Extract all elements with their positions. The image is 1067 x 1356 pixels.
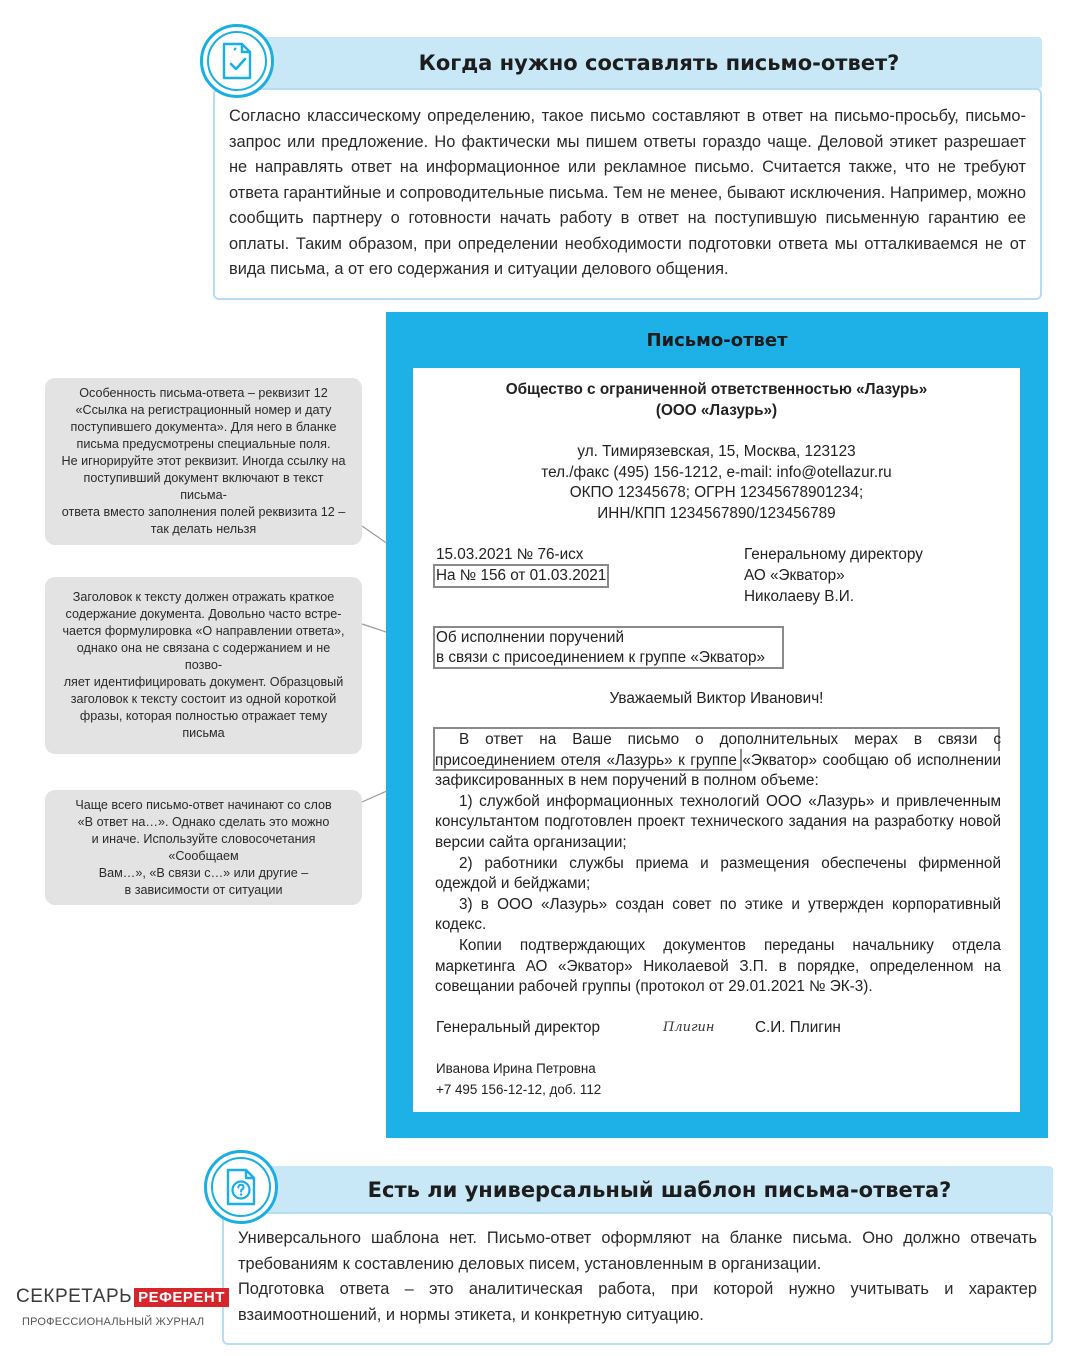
bottom-section-text bbox=[222, 1212, 1053, 1345]
note-line: «В ответ на…». Однако сделать это можно bbox=[77, 814, 330, 829]
signer-name: С.И. Плигин bbox=[755, 1019, 841, 1036]
note-line: поступивший документ включают в текст письма- bbox=[83, 471, 324, 502]
addressee-company: АО «Экватор» bbox=[744, 567, 845, 584]
bottom-paragraph-1: Универсального шаблона нет. Письмо-ответ оформляют на бланке письма. Оно должно отвечать требованиям к составлению деловых писем, установленным в организации. bbox=[238, 1229, 1037, 1273]
note-line: ляет идентифицировать документ. Образцовый bbox=[63, 675, 344, 689]
letter-body bbox=[435, 730, 1001, 998]
logo-part-2: РЕФЕРЕНТ bbox=[134, 1288, 229, 1307]
note-line: Чаще всего письмо-ответ начинают со слов bbox=[75, 797, 332, 812]
body-paragraph-2: 1) службой информационных технологий ООО «Лазурь» и привлеченным консультантом подготовлен проект технического задания на разработку новой версии сайта организации; bbox=[435, 792, 1001, 851]
logo-part-1: СЕКРЕТАРЬ bbox=[16, 1286, 133, 1307]
org-contacts: тел./факс (495) 156-1212, e-mail: info@otellazur.ru bbox=[541, 464, 892, 481]
body-paragraph-4: 3) в ООО «Лазурь» создан совет по этике и утвержден корпоративный кодекс. bbox=[435, 895, 1001, 934]
top-section-title: Когда нужно составлять письмо-ответ? bbox=[236, 37, 1042, 89]
note-line: однако она не связана с содержанием и не позво- bbox=[76, 641, 331, 672]
bottom-paragraph-2: Подготовка ответа – это аналитическая работа, при которой нужно учитывать и характер взаимоотношений, и нормы этикета, и конкретную ситуацию. bbox=[238, 1280, 1037, 1324]
note-line: письма предусмотрены специальные поля. bbox=[76, 437, 331, 451]
document-check-icon bbox=[200, 24, 274, 98]
note-line: заголовок к тексту состоит из одной короткой bbox=[70, 692, 337, 706]
note-line: в зависимости от ситуации bbox=[124, 882, 283, 897]
magazine-logo bbox=[16, 1286, 225, 1328]
org-address: ул. Тимирязевская, 15, Москва, 123123 bbox=[577, 443, 856, 460]
top-section-text: Согласно классическому определению, такое письмо составляют в ответ на письмо-просьбу, письмо-запрос или предложение. Но фактически мы пишем ответы гораздо чаще. Деловой этикет разрешает не направлять ответ на информационное или рекламное письмо. Считается также, что не требуют ответа гарантийные и сопроводительные письма. Тем не менее, бывают исключения. Например, можно сообщить партнеру о готовности начать работу в ответ на поступившую письменную гарантию ее оплаты. Таким образом, при определении необходимости подготовки ответа мы отталкиваемся не от вида письма, а от его содержания и ситуации делового общения. bbox=[213, 88, 1042, 300]
note-line: Не игнорируйте этот реквизит. Иногда ссылку на bbox=[61, 454, 346, 468]
letter-frame bbox=[386, 312, 1048, 1138]
bottom-section-title: Есть ли универсальный шаблон письма-ответа? bbox=[236, 1166, 1053, 1214]
greeting: Уважаемый Виктор Иванович! bbox=[609, 690, 824, 707]
body-paragraph-5: Копии подтверждающих документов переданы начальнику отдела маркетинга АО «Экватор» Николаевой З.П. в порядке, определенном на совещании рабочей группы (протокол от 29.01.2021 № ЭК-3). bbox=[435, 936, 1001, 996]
note-line: Вам…», «В связи с…» или другие – bbox=[98, 865, 309, 880]
org-okpo: ОКПО 12345678; ОГРН 12345678901234; bbox=[569, 484, 864, 501]
note-line: фразы, которая полностью отражает тему письма bbox=[79, 709, 328, 740]
body-paragraph-1 bbox=[435, 730, 1001, 792]
document-question-icon bbox=[204, 1150, 278, 1224]
org-name: Общество с ограниченной ответственностью «Лазурь» bbox=[505, 381, 928, 398]
opening-phrase: В ответ на Ваше письмо о дополнительных мерах в связи с присоединением отеля «Лазурь» к группе «Экватор» bbox=[435, 731, 1001, 769]
signer-position: Генеральный директор bbox=[436, 1019, 601, 1036]
note-reference bbox=[45, 378, 362, 545]
subject-line-2: в связи с присоединением к группе «Экватор» bbox=[436, 649, 766, 666]
note-line: содержание документа. Довольно часто встре- bbox=[65, 607, 342, 621]
note-line: поступившего документа». Для него в бланке bbox=[70, 420, 337, 434]
note-opening bbox=[45, 790, 362, 905]
note-line: чается формулировка «О направлении ответа», bbox=[62, 624, 345, 638]
note-line: ответа вместо заполнения полей реквизита 12 – bbox=[61, 505, 346, 519]
note-line: и иначе. Используйте словосочетания «Сообщаем bbox=[91, 831, 316, 863]
org-inn: ИНН/КПП 1234567890/123456789 bbox=[597, 505, 836, 522]
letter-date-number: 15.03.2021 № 76-исх bbox=[436, 546, 584, 563]
letter-paper bbox=[413, 368, 1020, 1112]
letter-reference: На № 156 от 01.03.2021 bbox=[436, 567, 607, 584]
note-line: так делать нельзя bbox=[150, 522, 257, 536]
note-subject bbox=[45, 577, 362, 754]
executor-phone: +7 495 156-12-12, доб. 112 bbox=[436, 1082, 602, 1097]
executor-name: Иванова Ирина Петровна bbox=[436, 1061, 596, 1076]
body-paragraph-3: 2) работники службы приема и размещения обеспечены фирменной одеждой и бейджами; bbox=[435, 854, 1001, 893]
subject-line-1: Об исполнении поручений bbox=[436, 629, 625, 646]
logo-subtitle: ПРОФЕССИОНАЛЬНЫЙ ЖУРНАЛ bbox=[22, 1316, 205, 1328]
note-line: Особенность письма-ответа – реквизит 12 bbox=[79, 386, 328, 400]
note-line: «Ссылка на регистрационный номер и дату bbox=[75, 403, 332, 417]
letter-frame-title: Письмо-ответ bbox=[646, 329, 788, 351]
opening-rest: сообщаю об исполнении зафиксированных в нем поручений в полном объеме: bbox=[435, 751, 1002, 790]
addressee-name: Николаеву В.И. bbox=[744, 588, 854, 605]
signature: Плигин bbox=[663, 1020, 715, 1035]
org-short-name: (ООО «Лазурь») bbox=[655, 402, 778, 419]
note-line: Заголовок к тексту должен отражать краткое bbox=[72, 590, 335, 604]
addressee-position: Генеральному директору bbox=[744, 546, 923, 563]
